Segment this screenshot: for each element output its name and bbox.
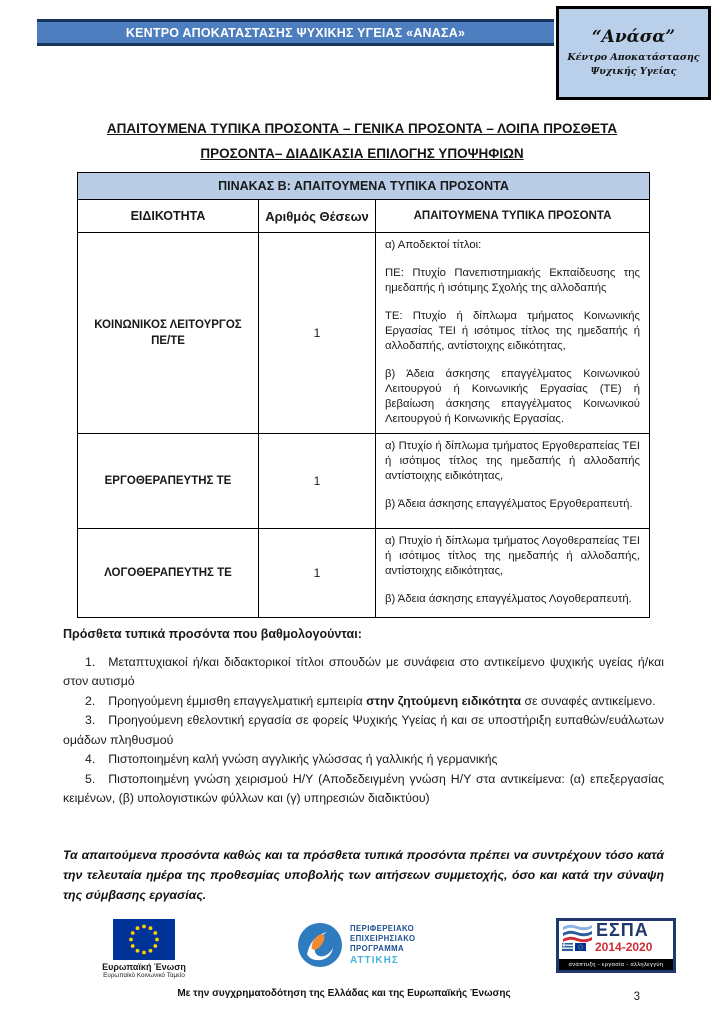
espa-flags	[562, 943, 586, 951]
table-row	[78, 434, 650, 529]
extra-qualifications-heading: Πρόσθετα τυπικά προσόντα που βαθμολογούνται:	[63, 627, 362, 641]
qualification-paragraph: α) Πτυχίο ή δίπλωμα τμήματος Λογοθεραπείας ΤΕΙ ή ισότιμος τίτλος της ημεδαπής ή αλλοδαπής, αντίστοιχης ειδικότητας,	[385, 535, 640, 578]
list-item-text: σε συναφές αντικείμενο.	[521, 693, 656, 708]
eu-mini-flag-icon	[575, 943, 586, 951]
list-item-text: Προηγούμενη έμμισθη επαγγελματική εμπειρία	[108, 693, 367, 708]
page-title-line2: ΠΡΟΣΟΝΤΑ– ΔΙΑΔΙΚΑΣΙΑ ΕΠΙΛΟΓΗΣ ΥΠΟΨΗΦΙΩΝ	[200, 145, 524, 161]
eu-logo	[88, 919, 200, 979]
pep-attikis-logo	[297, 922, 415, 968]
list-item-number: 4.	[85, 752, 96, 767]
positions-cell: 1	[259, 233, 376, 434]
specialty-cell: ΕΡΓΟΘΕΡΑΠΕΥΤΗΣ ΤΕ	[78, 434, 259, 529]
qualification-paragraph: ΠΕ: Πτυχίο Πανεπιστημιακής Εκπαίδευσης της ημεδαπής ή ισότιμης Σχολής της αλλοδαπής	[385, 267, 640, 295]
page-number: 3	[633, 991, 640, 1003]
specialty-cell: ΚΟΙΝΩΝΙΚΟΣ ΛΕΙΤΟΥΡΓΟΣ ΠΕ/ΤΕ	[78, 233, 259, 434]
list-item	[63, 692, 664, 711]
list-item-number: 3.	[85, 713, 96, 728]
qualifications-table	[77, 172, 650, 618]
table-row	[78, 233, 650, 434]
page-title-line1: ΑΠΑΙΤΟΥΜΕΝΑ ΤΥΠΙΚΑ ΠΡΟΣΟΝΤΑ – ΓΕΝΙΚΑ ΠΡΟΣΟΝΤΑ – ΛΟΙΠΑ ΠΡΟΣΘΕΤΑ	[106, 121, 618, 136]
table-title-row	[78, 173, 650, 200]
pep-line1: ΠΕΡΙΦΕΡΕΙΑΚΟ	[350, 924, 415, 934]
anasa-logo-line1: Κέντρο Αποκατάστασης	[567, 51, 700, 63]
qualification-paragraph: β) Άδεια άσκησης επαγγέλματος Εργοθεραπευτή.	[385, 498, 633, 511]
list-item	[63, 750, 664, 769]
header-title: ΚΕΝΤΡΟ ΑΠΟΚΑΤΑΣΤΑΣΗΣ ΨΥΧΙΚΗΣ ΥΓΕΙΑΣ «ΑΝΑΣΑ»	[125, 25, 466, 40]
qualifications-cell	[376, 529, 650, 618]
list-item	[63, 653, 664, 692]
greek-flag-icon	[562, 943, 573, 951]
espa-waves-icon	[561, 923, 593, 943]
header-bar	[37, 19, 554, 46]
list-item-text: Μεταπτυχιακοί ή/και διδακτορικοί τίτλοι σπουδών με συνάφεια στο αντικείμενο ψυχικής υγείας ή/και στον αυτισμό	[63, 655, 664, 689]
column-header-positions: Αριθμός Θέσεων	[259, 200, 376, 233]
espa-title: ΕΣΠΑ	[596, 920, 649, 940]
pep-line4: ΑΤΤΙΚΗΣ	[350, 954, 399, 966]
list-item	[63, 770, 664, 809]
pep-line2: ΕΠΙΧΕΙΡΗΣΙΑΚΟ	[350, 934, 416, 944]
list-item-text: Πιστοποιημένη γνώση χειρισμού Η/Υ (Αποδεδειγμένη γνώση Η/Υ στα αντικείμενα: (α) επεξεργασίας κειμένων, (β) υπολογιστικών φύλλων και (γ) υπηρεσιών διαδικτύου)	[63, 771, 664, 805]
positions-cell: 1	[259, 434, 376, 529]
list-item-number: 5.	[85, 771, 96, 786]
cofinance-text: Με την συγχρηματοδότηση της Ελλάδας και της Ευρωπαϊκής Ένωσης	[177, 988, 511, 999]
eu-flag-icon	[113, 919, 175, 960]
list-item-text: Προηγούμενη εθελοντική εργασία σε φορείς Ψυχικής Υγείας ή και σε υποστήριξη ευπαθών/ευάλωτων ομάδων πληθυσμού	[63, 713, 664, 747]
eu-logo-subtitle: Ευρωπαϊκό Κοινωνικό Ταμείο	[103, 972, 185, 979]
column-header-specialty: ΕΙΔΙΚΟΤΗΤΑ	[78, 200, 259, 233]
qualification-paragraph: β) Άδεια άσκησης επαγγέλματος Κοινωνικού Λειτουργού ή Κοινωνικής Εργασίας (ΤΕ) ή βεβαίωση άσκησης επαγγέλματος Κοινωνικού Λειτουργού ή Κοινωνικής Εργασίας.	[385, 368, 640, 426]
list-item-number: 2.	[85, 693, 96, 708]
qualification-paragraph: ΤΕ: Πτυχίο ή δίπλωμα τμήματος Κοινωνικής Εργασίας ΤΕΙ ή ισότιμος τίτλος της ημεδαπής ή αλλοδαπής, αντίστοιχης ειδικότητας,	[385, 310, 640, 353]
list-item-number: 1.	[85, 655, 96, 669]
qualifications-cell	[376, 434, 650, 529]
anasa-logo-name: “Ανάσα”	[591, 26, 676, 47]
espa-years: 2014-2020	[595, 940, 653, 954]
anasa-logo	[556, 6, 711, 100]
qualification-paragraph: β) Άδεια άσκησης επαγγέλματος Λογοθεραπευτή.	[385, 593, 632, 606]
espa-tagline: ανάπτυξη - εργασία - αλληλεγγύη	[559, 959, 673, 970]
qualification-paragraph: α) Πτυχίο ή δίπλωμα τμήματος Εργοθεραπείας ΤΕΙ ή ισότιμος τίτλος της ημεδαπής ή αλλοδαπής αντίστοιχης ειδικότητας,	[385, 440, 640, 483]
column-header-qualifications: ΑΠΑΙΤΟΥΜΕΝΑ ΤΥΠΙΚΑ ΠΡΟΣΟΝΤΑ	[376, 200, 650, 233]
list-item-text: Πιστοποιημένη καλή γνώση αγγλικής γλώσσας ή γαλλικής ή γερμανικής	[108, 752, 498, 767]
deadline-note: Τα απαιτούμενα προσόντα καθώς και τα πρόσθετα τυπικά προσόντα πρέπει να συντρέχουν τόσο κατά την τελευταία ημέρα της προθεσμίας υποβολής των αιτήσεων συμμετοχής, όσο και κατά την σύναψη της σύμβασης εργασίας.	[63, 848, 664, 902]
table-header-row	[78, 200, 650, 233]
espa-logo	[556, 918, 676, 973]
qualifications-cell	[376, 233, 650, 434]
specialty-cell: ΛΟΓΟΘΕΡΑΠΕΥΤΗΣ ΤΕ	[78, 529, 259, 618]
list-item	[63, 711, 664, 750]
page-title	[62, 117, 662, 167]
pep-line3: ΠΡΟΓΡΑΜΜΑ	[350, 943, 405, 953]
eu-logo-title: Ευρωπαϊκή Ένωση	[102, 962, 186, 972]
list-item-bold-text: στην ζητούμενη ειδικότητα	[366, 693, 522, 708]
extra-qualifications-list	[63, 653, 664, 808]
qualification-paragraph: α) Αποδεκτοί τίτλοι:	[385, 239, 482, 251]
table-title: ΠΙΝΑΚΑΣ Β: ΑΠΑΙΤΟΥΜΕΝΑ ΤΥΠΙΚΑ ΠΡΟΣΟΝΤΑ	[78, 173, 650, 200]
pep-attikis-icon	[297, 922, 343, 968]
positions-cell: 1	[259, 529, 376, 618]
table-row	[78, 529, 650, 618]
anasa-logo-line2: Ψυχικής Υγείας	[590, 66, 677, 77]
